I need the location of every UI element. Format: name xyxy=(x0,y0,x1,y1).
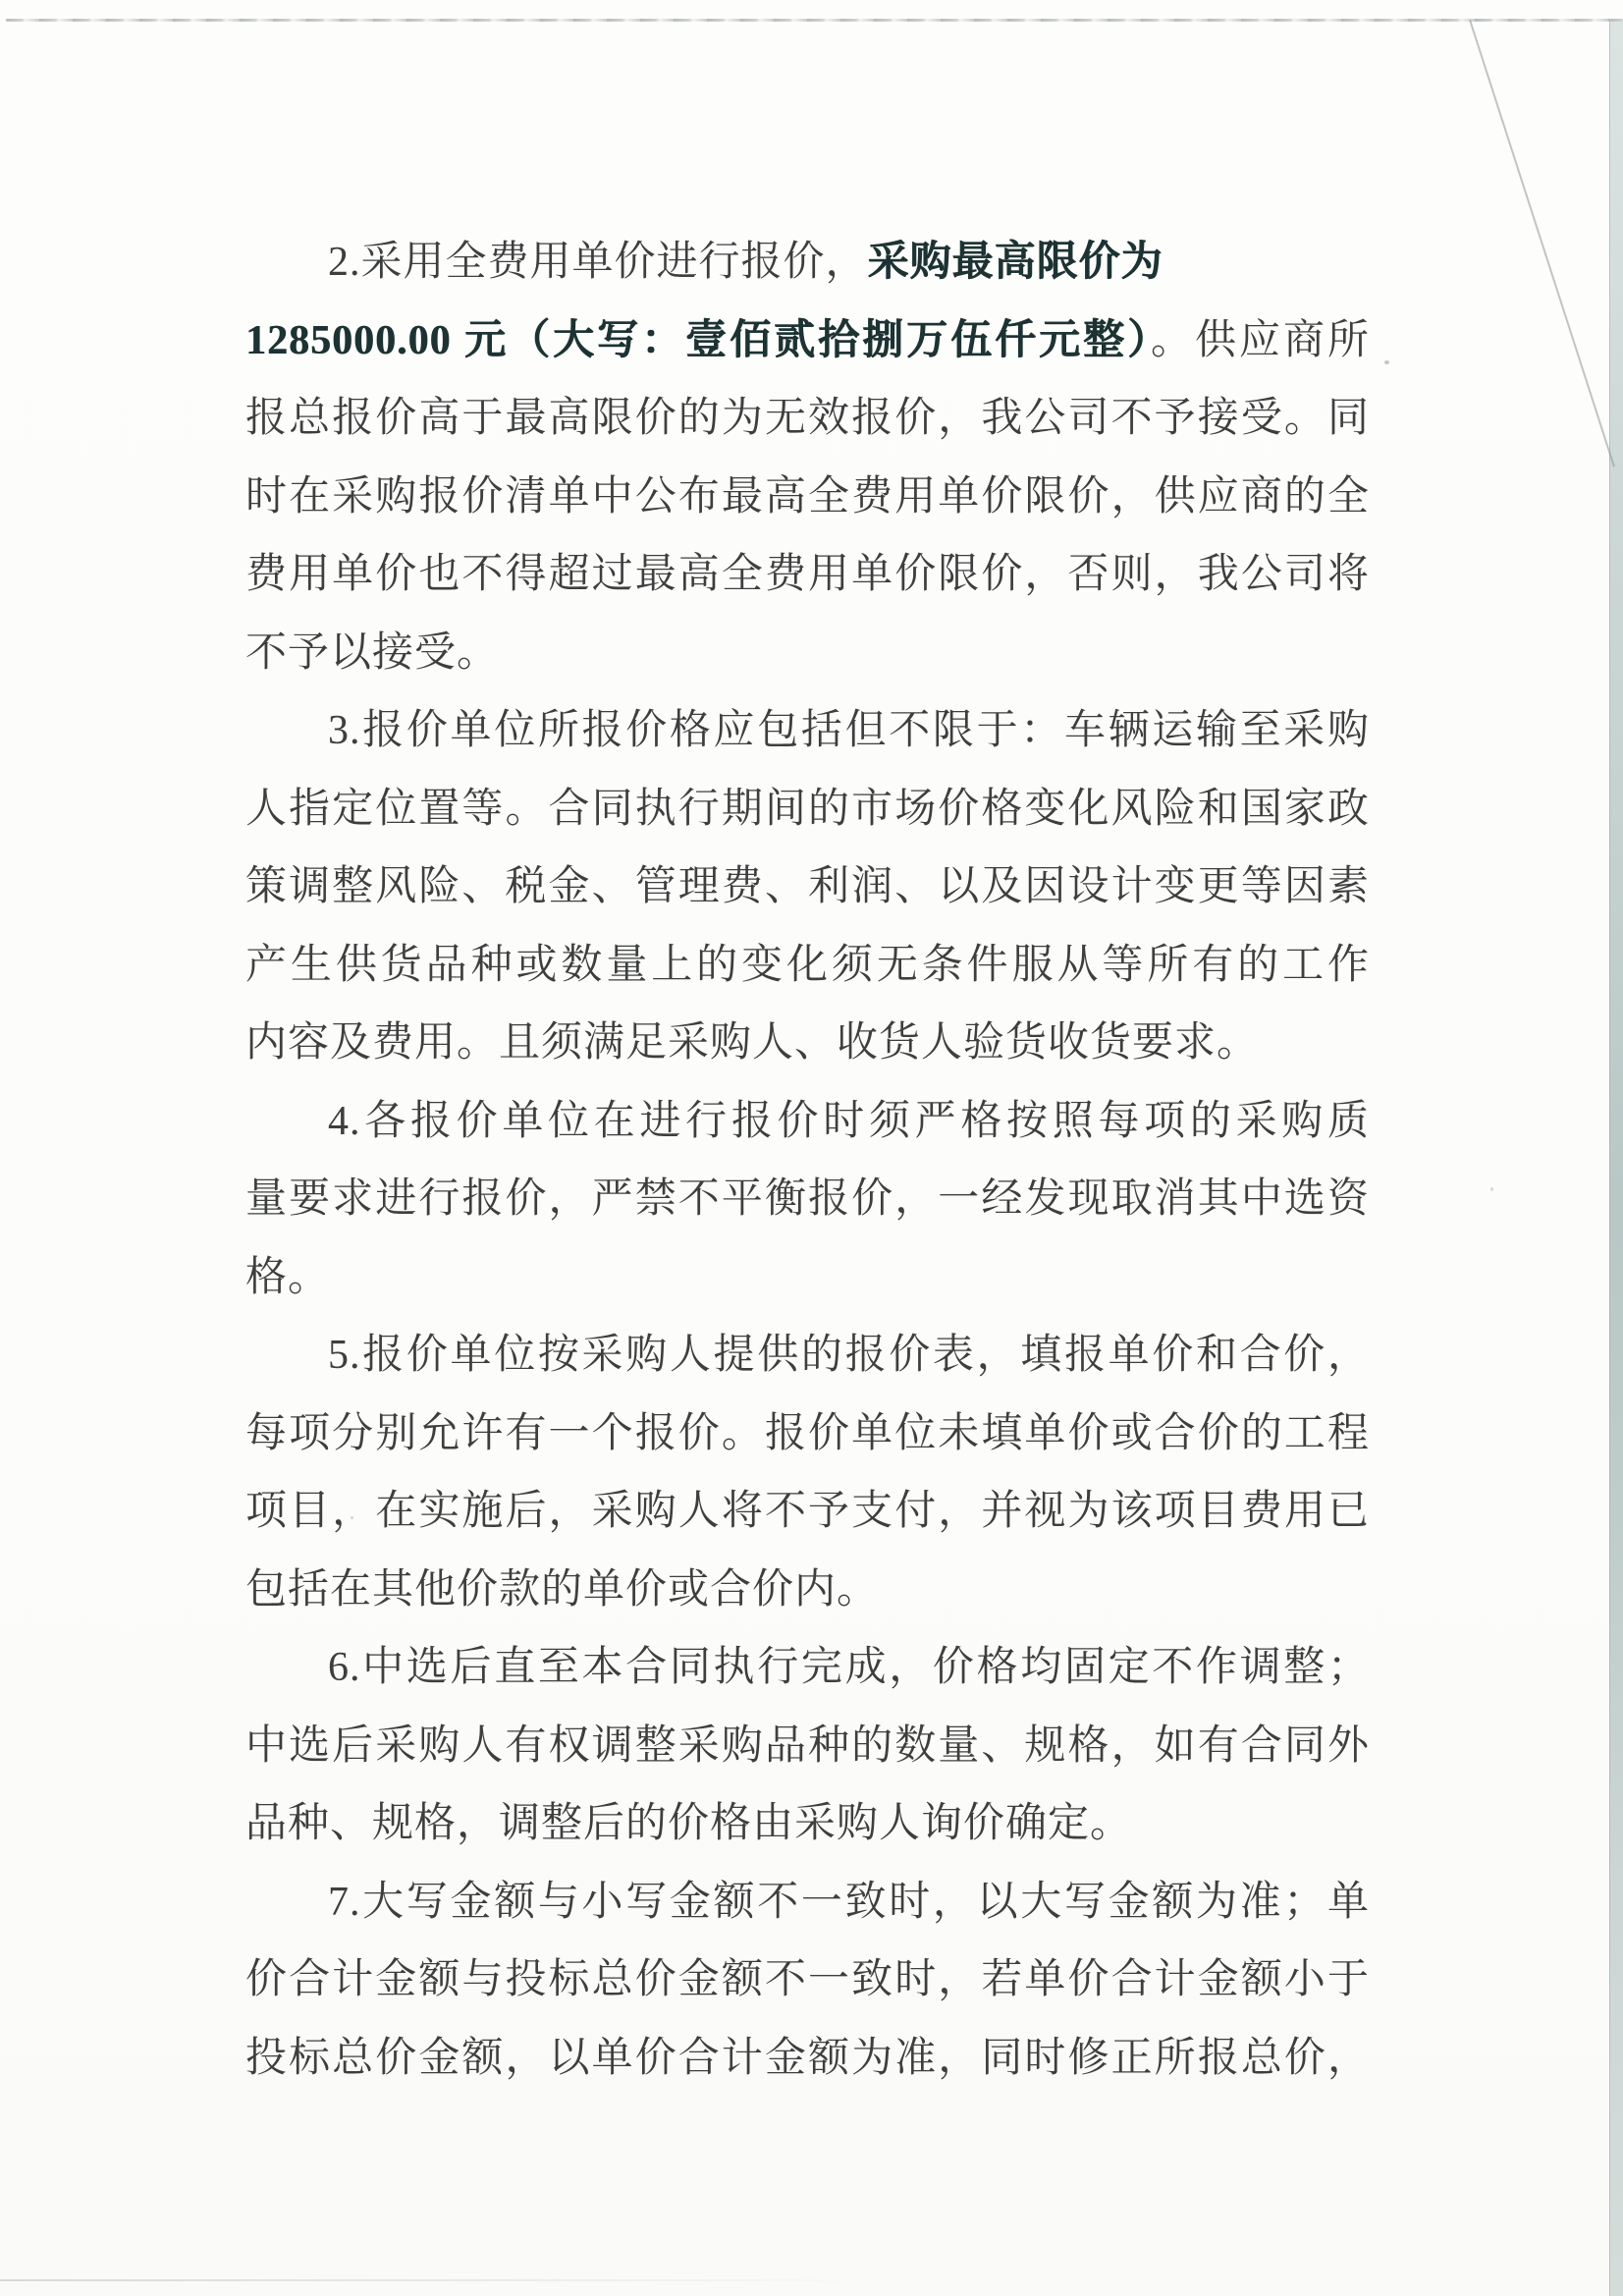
scan-speck xyxy=(1490,1187,1493,1191)
document-line xyxy=(245,692,1370,771)
bold-text-segment: 1285000.00 元（大写：壹佰贰拾捌万伍仟元整） xyxy=(245,317,1151,363)
document-line xyxy=(245,615,1370,693)
text-segment: 项目，在实施后，采购人将不予支付，并视为该项目费用已 xyxy=(245,1489,1370,1534)
document-line xyxy=(245,1785,1370,1864)
text-segment: 策调整风险、税金、管理费、利润、以及因设计变更等因素 xyxy=(245,864,1370,909)
text-segment: 不予以接受。 xyxy=(245,629,500,676)
document-line xyxy=(245,536,1370,615)
document-line xyxy=(245,1005,1370,1083)
document-line xyxy=(245,1317,1370,1395)
document-line xyxy=(245,1083,1370,1162)
text-segment: 中选后采购人有权调整采购品种的数量、规格，如有合同外 xyxy=(245,1722,1370,1769)
text-segment: 报总报价高于最高限价的为无效报价，我公司不予接受。同 xyxy=(245,396,1370,441)
text-segment: 格。 xyxy=(245,1254,331,1300)
text-segment: 投标总价金额，以单价合计金额为准，同时修正所报总价， xyxy=(245,2035,1370,2081)
text-segment: 5.报价单位按采购人提供的报价表，填报单价和合价， xyxy=(328,1333,1370,1378)
text-segment: 6.中选后直至本合同执行完成，价格均固定不作调整； xyxy=(328,1645,1370,1690)
scan-speck xyxy=(1384,360,1389,364)
document-line xyxy=(245,1864,1370,1942)
text-segment: 包括在其他价款的单价或合价内。 xyxy=(245,1566,880,1613)
text-segment: 人指定位置等。合同执行期间的市场价格变化风险和国家政 xyxy=(245,786,1370,832)
scan-bottom-edge-line xyxy=(0,2279,884,2281)
text-segment: 价合计金额与投标总价金额不一致时，若单价合计金额小于 xyxy=(245,1957,1370,2002)
document-line xyxy=(245,459,1370,537)
text-segment: 。供应商所 xyxy=(1150,317,1370,363)
text-segment: 内容及费用。且须满足采购人、收货人验货收货要求。 xyxy=(245,1020,1260,1066)
document-line xyxy=(245,1473,1370,1552)
page-corner-edge-line xyxy=(1469,20,1615,466)
text-segment: 2.采用全费用单价进行报价， xyxy=(328,240,868,285)
bold-text-segment: 采购最高限价为 xyxy=(867,240,1163,285)
text-segment: 品种、规格，调整后的价格由采购人询价确定。 xyxy=(245,1801,1133,1846)
text-segment: 4.各报价单位在进行报价时须严格按照每项的采购质 xyxy=(328,1098,1370,1144)
document-line xyxy=(245,1708,1370,1786)
document-line xyxy=(245,1395,1370,1474)
scan-top-edge-line xyxy=(6,19,1623,22)
document-line xyxy=(245,302,1370,381)
document-line xyxy=(245,1552,1370,1630)
text-segment: 费用单价也不得超过最高全费用单价限价，否则，我公司将 xyxy=(245,552,1370,597)
document-line xyxy=(245,771,1370,849)
document-line xyxy=(245,848,1370,927)
document-line xyxy=(245,1239,1370,1318)
text-segment: 量要求进行报价，严禁不平衡报价，一经发现取消其中选资 xyxy=(245,1176,1370,1222)
document-line xyxy=(245,1161,1370,1239)
scan-right-edge-strip xyxy=(1609,22,1623,2296)
text-segment: 每项分别允许有一个报价。报价单位未填单价或合价的工程 xyxy=(245,1410,1370,1456)
document-line xyxy=(245,1629,1370,1708)
document-line xyxy=(245,2020,1370,2099)
text-segment: 3.报价单位所报价格应包括但不限于：车辆运输至采购 xyxy=(328,708,1370,753)
document-line xyxy=(245,224,1370,302)
document-line xyxy=(245,927,1370,1006)
document-line xyxy=(245,1941,1370,2020)
document-line xyxy=(245,380,1370,459)
text-segment: 产生供货品种或数量上的变化须无条件服从等所有的工作 xyxy=(245,942,1370,988)
text-segment: 7.大写金额与小写金额不一致时，以大写金额为准；单 xyxy=(328,1879,1370,1925)
text-segment: 时在采购报价清单中公布最高全费用单价限价，供应商的全 xyxy=(245,473,1370,519)
document-text-block xyxy=(245,224,1370,2098)
